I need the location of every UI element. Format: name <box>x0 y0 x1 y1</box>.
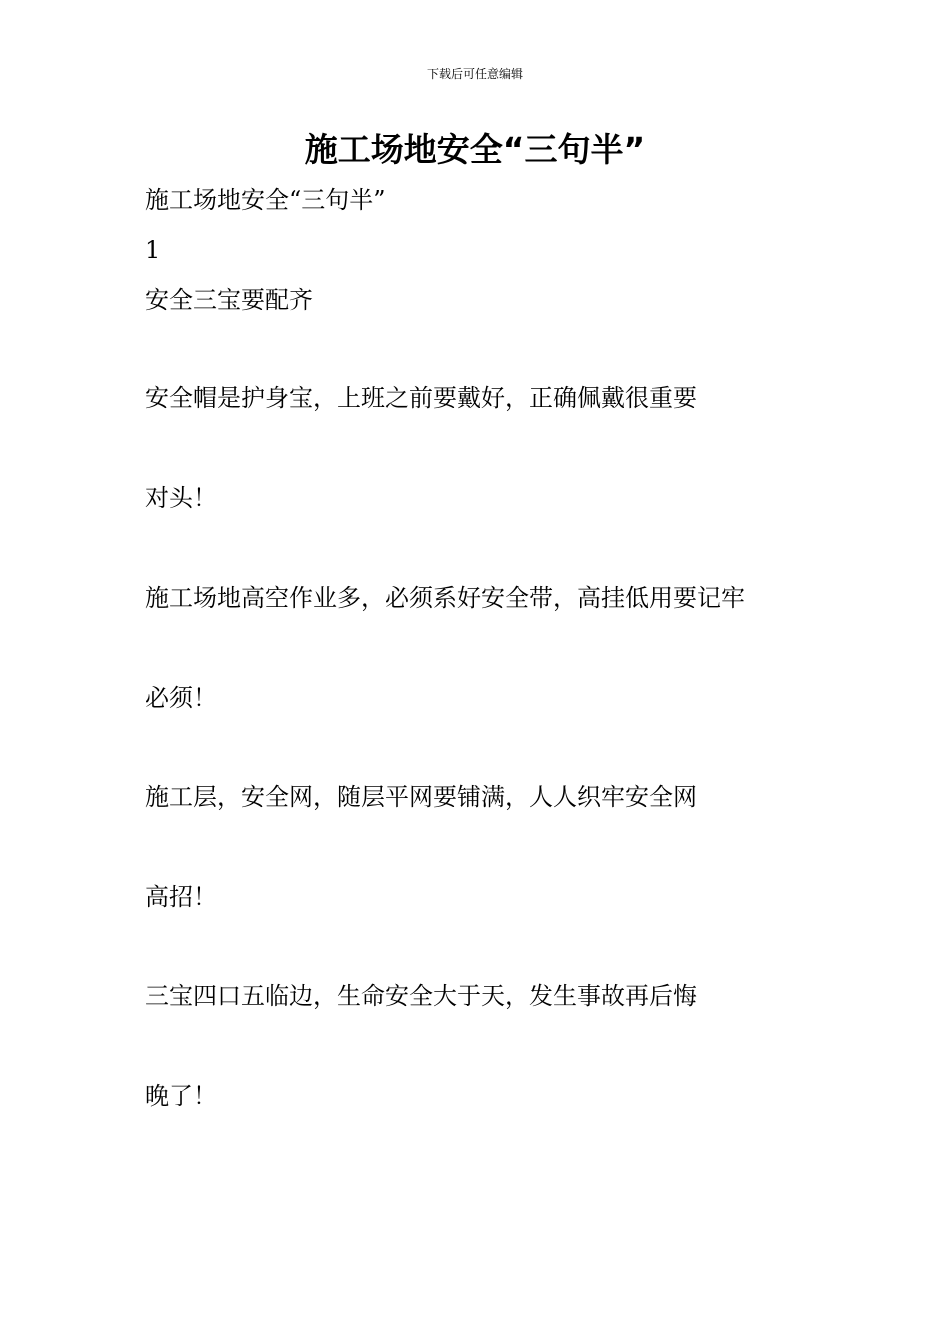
verse-tag: 对头！ <box>145 484 217 512</box>
verse-tag: 高招！ <box>145 883 217 911</box>
document-title: 施工场地安全“三句半” <box>304 130 646 169</box>
verse-line: 施工层，安全网，随层平网要铺满，人人织牢安全网 <box>145 783 697 811</box>
verse-tag: 晚了！ <box>145 1082 217 1110</box>
verse-line: 施工场地高空作业多，必须系好安全带，高挂低用要记牢 <box>145 584 745 612</box>
verse-tag: 必须！ <box>145 684 217 712</box>
verse-line: 安全帽是护身宝，上班之前要戴好，正确佩戴很重要 <box>145 384 697 412</box>
subtitle-line: 施工场地安全“三句半” <box>145 186 386 214</box>
verse-line: 三宝四口五临边，生命安全大于天，发生事故再后悔 <box>145 982 697 1010</box>
section-heading: 安全三宝要配齐 <box>145 286 313 314</box>
section-number: 1 <box>145 236 161 264</box>
header-note: 下载后可任意编辑 <box>426 67 523 81</box>
